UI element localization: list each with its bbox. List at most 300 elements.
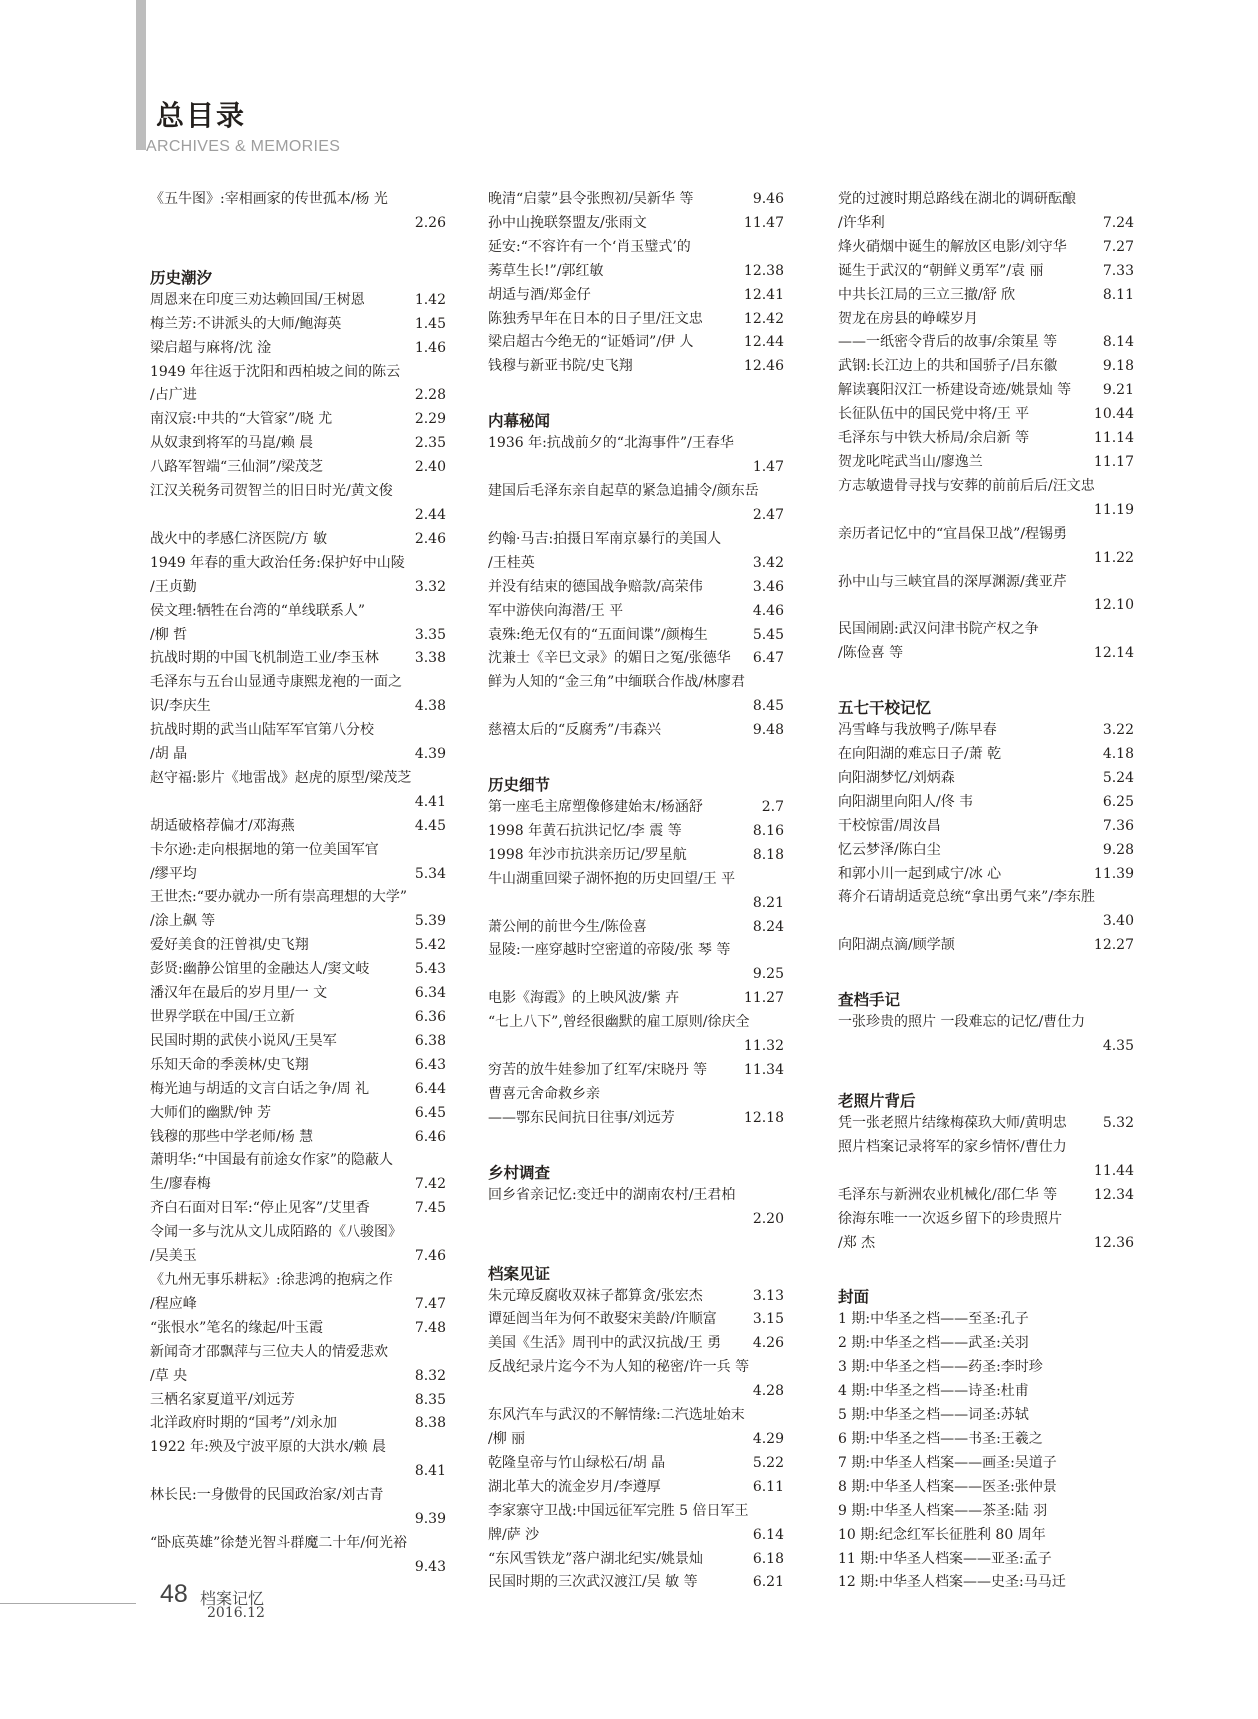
entry-page: 4.41 [414,793,446,810]
entry-title: 世界学联在中国/王立新 [150,1009,295,1025]
entry-page: 11.34 [743,1062,784,1078]
entry-page: 11.27 [743,990,784,1007]
entry-page: 1.47 [752,459,784,476]
entry-title: 李家寨守卫战:中国远征军完胜 5 倍日军王 [488,1502,749,1519]
toc-entry [150,1341,446,1389]
entry-title: 美国《生活》周刊中的武汉抗战/王 勇 [488,1335,722,1352]
entry-title: 11 期:中华圣人档案——亚圣:孟子 [838,1550,1052,1567]
entry-title: 贺龙在房县的峥嵘岁月 [838,310,978,327]
toc-entry [838,618,1134,666]
toc-entry [488,1184,784,1232]
toc-entry [838,1571,1134,1595]
entry-line [488,1332,784,1356]
entry-page: 6.45 [414,1104,446,1121]
toc-entry [488,600,784,624]
entry-title: 4 期:中华圣之档——诗圣:杜甫 [838,1383,1029,1400]
toc-entry [150,958,446,982]
header-accent-bar [136,0,146,150]
toc-entry [488,236,784,284]
entry-page: 10.44 [1093,406,1134,423]
entry-line [488,647,784,671]
entry-line [838,1500,1134,1524]
entry-page: 4.39 [414,746,446,763]
entry-page: 6.46 [414,1128,446,1145]
entry-title: “卧底英雄”徐楚光智斗群魔二十年/何光裕 [150,1534,408,1551]
entry-line [488,188,784,212]
toc-entry [488,1548,784,1572]
entry-page: 7.46 [414,1248,446,1265]
entry-page: 11.47 [743,214,784,231]
entry-page: 6.25 [1102,793,1134,810]
toc-entry [150,1221,446,1269]
entry-title: 晚清“启蒙”县令张煦初/吴新华 等 [488,191,694,207]
entry-title: 毛泽东与五台山显通寺康熙龙袍的一面之 [150,674,402,691]
page-title: 总目录 [156,99,247,132]
entry-title: 1998 年沙市抗洪亲历记/罗星航 [488,846,687,863]
entry-title: 北洋政府时期的“国考”/刘永加 [150,1415,338,1432]
toc-entry [150,432,446,456]
entry-line [150,1412,446,1436]
entry-title-continued: 识/李庆生 [150,698,211,715]
entry-title: 民国时期的武侠小说风/王昊军 [150,1032,337,1049]
entry-line [150,1389,446,1413]
entry-title: 诞生于武汉的“朝鲜义勇军”/袁 丽 [838,262,1044,279]
toc-column-1 [150,188,446,1580]
toc-entry [150,313,446,337]
entry-title: 在向阳湖的难忘日子/萧 乾 [838,746,1002,763]
entry-title: 党的过渡时期总路线在湖北的调研酝酿 [838,191,1076,207]
entry-title-continued: /许华利 [838,214,885,231]
entry-line [150,456,446,480]
entry-page: 4.46 [752,602,784,619]
entry-line [150,815,446,839]
entry-page: 5.24 [1102,769,1134,786]
entry-page: 3.40 [1102,913,1134,930]
entry-title: 长征队伍中的国民党中将/王 平 [838,406,1030,423]
toc-entry [488,719,784,743]
entry-line [838,863,1134,887]
toc-entry [150,1078,446,1102]
toc-entry [150,337,446,361]
entry-line [838,260,1134,284]
entry-line [838,212,1134,236]
entry-line [838,1476,1134,1500]
entry-page: 11.32 [743,1038,784,1055]
entry-title: 《九州无事乐耕耘》:徐悲鸿的抱病之作 [150,1271,393,1288]
toc-entry [150,1412,446,1436]
toc-entry [150,886,446,934]
entry-title: 从奴隶到将军的马崑/赖 晨 [150,435,314,452]
entry-line [488,916,784,940]
entry-title: 江汉关税务司贺智兰的旧日时光/黄文俊 [150,483,393,500]
entry-title: 中共长江局的三立三撤/舒 欣 [838,286,1016,303]
entry-page: 11.14 [1093,430,1134,447]
toc-entry [838,1548,1134,1572]
toc-entry [488,1332,784,1356]
toc-entry [838,743,1134,767]
toc-entry [150,408,446,432]
section-heading: 档案见证 [488,1263,551,1283]
entry-line [488,600,784,624]
entry-page: 5.22 [752,1454,784,1471]
toc-entry [150,1484,446,1532]
entry-line [838,355,1134,379]
toc-entry [150,361,446,409]
entry-line [150,1245,446,1269]
page-subtitle: ARCHIVES & MEMORIES [146,138,341,155]
toc-entry [838,1356,1134,1380]
entry-title-continued: /草 央 [150,1367,188,1384]
entry-page: 2.46 [414,530,446,547]
toc-entry [838,188,1134,236]
entry-title: 梅兰芳:不讲派头的大师/鲍海英 [150,315,342,332]
toc-entry [150,934,446,958]
entry-page: 6.44 [414,1080,446,1097]
entry-page: 3.38 [414,650,446,667]
toc-entry [488,647,784,671]
entry-page: 5.34 [414,865,446,882]
toc-entry [150,1269,446,1317]
toc-entry [488,916,784,940]
entry-line [838,1332,1134,1356]
entry-title: 冯雪峰与我放鸭子/陈早春 [838,722,997,739]
entry-page: 2.44 [414,506,446,523]
entry-title: 慈禧太后的“反腐秀”/韦森兴 [488,722,662,739]
entry-title: 2 期:中华圣之档——武圣:关羽 [838,1335,1029,1352]
toc-entry [838,1428,1134,1452]
toc-entry [488,576,784,600]
entry-page: 8.45 [752,698,784,715]
entry-title: 回乡省亲记忆:变迁中的湖南农村/王君柏 [488,1186,736,1203]
entry-title: 八路军智端“三仙洞”/梁茂芝 [150,459,324,476]
entry-line [150,910,446,934]
entry-title: 孙中山与三峡宜昌的深厚渊源/龚亚芹 [838,573,1067,590]
toc-entry [488,308,784,332]
entry-line [838,719,1134,743]
entry-page: 9.21 [1102,382,1134,399]
entry-line [488,1548,784,1572]
entry-title-continued: ——一纸密令背后的故事/余策星 等 [838,334,1058,351]
entry-line [488,331,784,355]
toc-entry [488,1404,784,1452]
entry-title: 烽火硝烟中诞生的解放区电影/刘守华 [838,238,1067,255]
toc-entry [488,1452,784,1476]
toc-entry [488,1308,784,1332]
entry-title: 孙中山挽联祭盟友/张雨文 [488,214,647,231]
entry-line [488,624,784,648]
entry-title: 乾隆皇帝与竹山绿松石/胡 晶 [488,1454,666,1471]
toc-entry [488,212,784,236]
toc-entry [150,528,446,552]
entry-page: 6.11 [752,1478,784,1495]
entry-page: 5.39 [414,913,446,930]
toc-entry [488,868,784,916]
entry-line [838,379,1134,403]
entry-line [488,1524,784,1548]
toc-entry [150,647,446,671]
entry-page: 5.45 [752,626,784,643]
entry-title-continued: /王贞勤 [150,578,197,595]
entry-title: 令闻一多与沈从文儿成陌路的《八骏图》 [150,1224,402,1241]
toc-entry [150,1102,446,1126]
toc-entry [150,1006,446,1030]
entry-line [150,1102,446,1126]
entry-page: 7.45 [414,1200,446,1217]
entry-page: 6.14 [752,1526,784,1543]
entry-line [838,331,1134,355]
entry-line [150,1078,446,1102]
entry-title: 鲜为人知的“金三角”中缅联合作战/林廖君 [488,674,746,691]
entry-line [838,767,1134,791]
entry-page: 7.47 [414,1295,446,1312]
entry-title: 8 期:中华圣人档案——医圣:张仲景 [838,1478,1057,1495]
entry-title: 显陵:一座穿越时空密道的帝陵/张 琴 等 [488,942,731,959]
entry-title-continued: /吴美玉 [150,1248,197,1265]
toc-entry [838,1500,1134,1524]
toc-entry [838,719,1134,743]
entry-line [150,528,446,552]
entry-title: 东风汽车与武汉的不解情缘:二汽选址始末 [488,1407,745,1424]
toc-entry [150,456,446,480]
entry-title: 毛泽东与新洲农业机械化/邵仁华 等 [838,1186,1058,1203]
toc-entry [838,308,1134,356]
entry-page: 9.46 [752,191,784,207]
entry-title: 抗战时期的武当山陆军军官第八分校 [150,722,374,739]
entry-line [488,844,784,868]
toc-entry [838,260,1134,284]
entry-title: 林长民:一身傲骨的民国政治家/刘古青 [150,1487,384,1504]
toc-entry [838,791,1134,815]
toc-entry [838,427,1134,451]
section-heading: 历史细节 [488,775,551,795]
entry-title: 徐海东唯一一次返乡留下的珍贵照片 [838,1210,1062,1227]
toc-entry [838,1452,1134,1476]
toc-entry [150,1436,446,1484]
entry-line [150,647,446,671]
entry-line [838,1428,1134,1452]
entry-page: 12.41 [743,286,784,303]
entry-line [838,791,1134,815]
entry-line [838,1232,1134,1256]
toc-entry [488,432,784,480]
entry-title: 建国后毛泽东亲自起草的紧急追捕令/颜东岳 [488,483,759,500]
entry-page: 8.32 [414,1367,446,1384]
entry-title: 3 期:中华圣之档——药圣:李时珍 [838,1359,1043,1376]
entry-page: 7.24 [1102,214,1134,231]
entry-title-continued: /陈俭喜 等 [838,645,904,662]
entry-line [838,1380,1134,1404]
entry-page: 12.14 [1093,645,1134,662]
entry-page: 8.35 [414,1391,446,1408]
entry-line [488,1308,784,1332]
entry-line [838,1548,1134,1572]
entry-line [838,1524,1134,1548]
toc-entry [150,982,446,1006]
toc-entry [150,289,446,313]
entry-line [150,863,446,887]
entry-line [150,432,446,456]
entry-page: 11.44 [1093,1162,1134,1179]
entry-page: 9.43 [414,1558,446,1575]
toc-entry [838,886,1134,934]
entry-line [150,624,446,648]
toc-entry [488,671,784,719]
entry-title: 向阳湖里向阳人/佟 韦 [838,793,974,810]
entry-page: 9.25 [752,966,784,983]
toc-entry [150,600,446,648]
entry-title: 三栖名家夏道平/刘远芳 [150,1391,295,1408]
entry-title: 钱穆与新亚书院/史飞翔 [488,358,633,375]
entry-page: 8.11 [1102,286,1134,303]
entry-title: 齐白石面对日军:“停止见客”/艾里香 [150,1200,370,1217]
entry-page: 8.24 [752,918,784,935]
entry-page: 8.41 [414,1463,446,1480]
entry-line [150,1197,446,1221]
entry-title: 胡适与酒/郑金仔 [488,286,591,303]
entry-line [838,642,1134,666]
toc-entry [488,1476,784,1500]
toc-entry [838,863,1134,887]
toc-entry [838,815,1134,839]
entry-title: 忆云梦泽/陈白尘 [838,841,941,858]
magazine-name: 档案记忆 [200,1589,265,1608]
entry-page: 1.42 [414,291,446,308]
entry-line [838,236,1134,260]
entry-line [150,1030,446,1054]
entry-line [488,308,784,332]
toc-entry [488,1500,784,1548]
entry-title: 赵守福:影片《地雷战》赵虎的原型/梁茂芝 [150,769,412,786]
entry-title: 向阳湖点滴/顾学颉 [838,937,955,954]
entry-title: 6 期:中华圣之档——书圣:王羲之 [838,1430,1043,1447]
toc-entry [838,355,1134,379]
toc-entry [150,1317,446,1341]
entry-title: 贺龙叱咤武当山/廖逸兰 [838,453,983,470]
entry-line [838,451,1134,475]
entry-line [150,1054,446,1078]
entry-title: 并没有结束的德国战争赔款/高荣伟 [488,578,703,595]
entry-title: 战火中的孝感仁济医院/方 敏 [150,530,328,547]
toc-entry [838,571,1134,619]
entry-line [838,1184,1134,1208]
entry-line [150,1317,446,1341]
entry-line [150,695,446,719]
entry-line [488,820,784,844]
entry-line [150,289,446,313]
entry-title: 民国闹剧:武汉问津书院产权之争 [838,621,1039,638]
entry-title-continued: /涂上飙 等 [150,913,216,930]
toc-entry [150,719,446,767]
entry-page: 8.38 [414,1415,446,1432]
entry-line [838,1404,1134,1428]
entry-page: 4.35 [1102,1038,1134,1055]
entry-title: 梁启超与麻将/沈 淦 [150,339,272,356]
entry-title: “七上八下”,曾经很幽默的雇工原则/徐庆全 [488,1014,750,1031]
entry-page: 6.36 [414,1009,446,1025]
toc-entry [838,934,1134,958]
entry-page: 7.48 [414,1319,446,1336]
entry-line [838,1308,1134,1332]
entry-title: 9 期:中华圣人档案——茶圣:陆 羽 [838,1502,1048,1519]
toc-entry [150,552,446,600]
entry-title: 爱好美食的汪曾祺/史飞翔 [150,937,309,954]
entry-page: 3.35 [414,626,446,643]
entry-line [838,403,1134,427]
entry-title: 卡尔逊:走向根据地的第一位美国军官 [150,841,379,858]
section-heading: 查档手记 [838,990,901,1010]
entry-title: 乐知天命的季羡林/史飞翔 [150,1056,309,1073]
entry-line [488,1452,784,1476]
entry-line [488,284,784,308]
entry-page: 3.46 [752,578,784,595]
entry-title: 第一座毛主席塑像修建始末/杨涵舒 [488,799,703,816]
toc-entry [488,820,784,844]
entry-page: 12.27 [1093,937,1134,954]
entry-line [488,987,784,1011]
toc-entry [488,1571,784,1595]
entry-title: 谭延闿当年为何不敢娶宋美龄/许顺富 [488,1311,717,1328]
entry-line [838,1112,1134,1136]
toc-entry [838,284,1134,308]
entry-title-continued: 生/廖春梅 [150,1176,211,1193]
toc-entry [838,236,1134,260]
entry-page: 7.42 [414,1176,446,1193]
toc-entry [150,1389,446,1413]
entry-line [838,839,1134,863]
entry-title: 陈独秀早年在日本的日子里/汪文忠 [488,310,703,327]
entry-title: 和郭小川一起到咸宁/冰 心 [838,865,1002,882]
toc-entry [150,188,446,236]
toc-entry [150,1054,446,1078]
entry-title: 毛泽东与中铁大桥局/余启新 等 [838,430,1030,447]
entry-line [488,796,784,820]
entry-page: 7.33 [1102,262,1134,279]
entry-page: 2.40 [414,459,446,476]
entry-line [150,384,446,408]
entry-title: 彭贤:幽静公馆里的金融达人/窦文岐 [150,961,370,978]
entry-page: 5.32 [1102,1115,1134,1131]
entry-title: 1936 年:抗战前夕的“北海事件”/王春华 [488,435,734,452]
entry-line [838,1356,1134,1380]
entry-title: 7 期:中华圣人档案——画圣:吴道子 [838,1454,1057,1471]
toc-entry [150,815,446,839]
entry-page: 6.18 [752,1550,784,1567]
entry-page: 6.43 [414,1056,446,1073]
entry-page: 4.18 [1102,746,1134,763]
toc-entry [488,1059,784,1083]
toc-entry [838,451,1134,475]
entry-title: 梅光迪与胡适的文言白话之争/周 礼 [150,1080,370,1097]
toc-entry [488,1011,784,1059]
section-heading: 老照片背后 [838,1091,916,1110]
entry-title: 大师们的幽默/钟 芳 [150,1104,272,1121]
entry-title: 凭一张老照片结缘梅葆玖大师/黄明忠 [838,1115,1067,1131]
entry-line [838,284,1134,308]
entry-page: 2.20 [752,1210,784,1227]
entry-title: 武钢:长江边上的共和国骄子/吕东徽 [838,358,1058,375]
toc-column-3 [838,188,1134,1595]
entry-page: 12.18 [743,1109,784,1126]
entry-page: 8.14 [1102,334,1134,351]
entry-title: 解读襄阳汉江一桥建设奇迹/姚景灿 等 [838,382,1072,399]
toc-entry [488,1285,784,1309]
entry-page: 3.15 [752,1311,784,1328]
entry-title: 干校惊雷/周汝昌 [838,817,941,834]
toc-entry [150,480,446,528]
toc-entry [150,767,446,815]
entry-title: 亲历者记忆中的“宜昌保卫战”/程锡勇 [838,525,1068,542]
entry-page: 6.34 [414,985,446,1002]
